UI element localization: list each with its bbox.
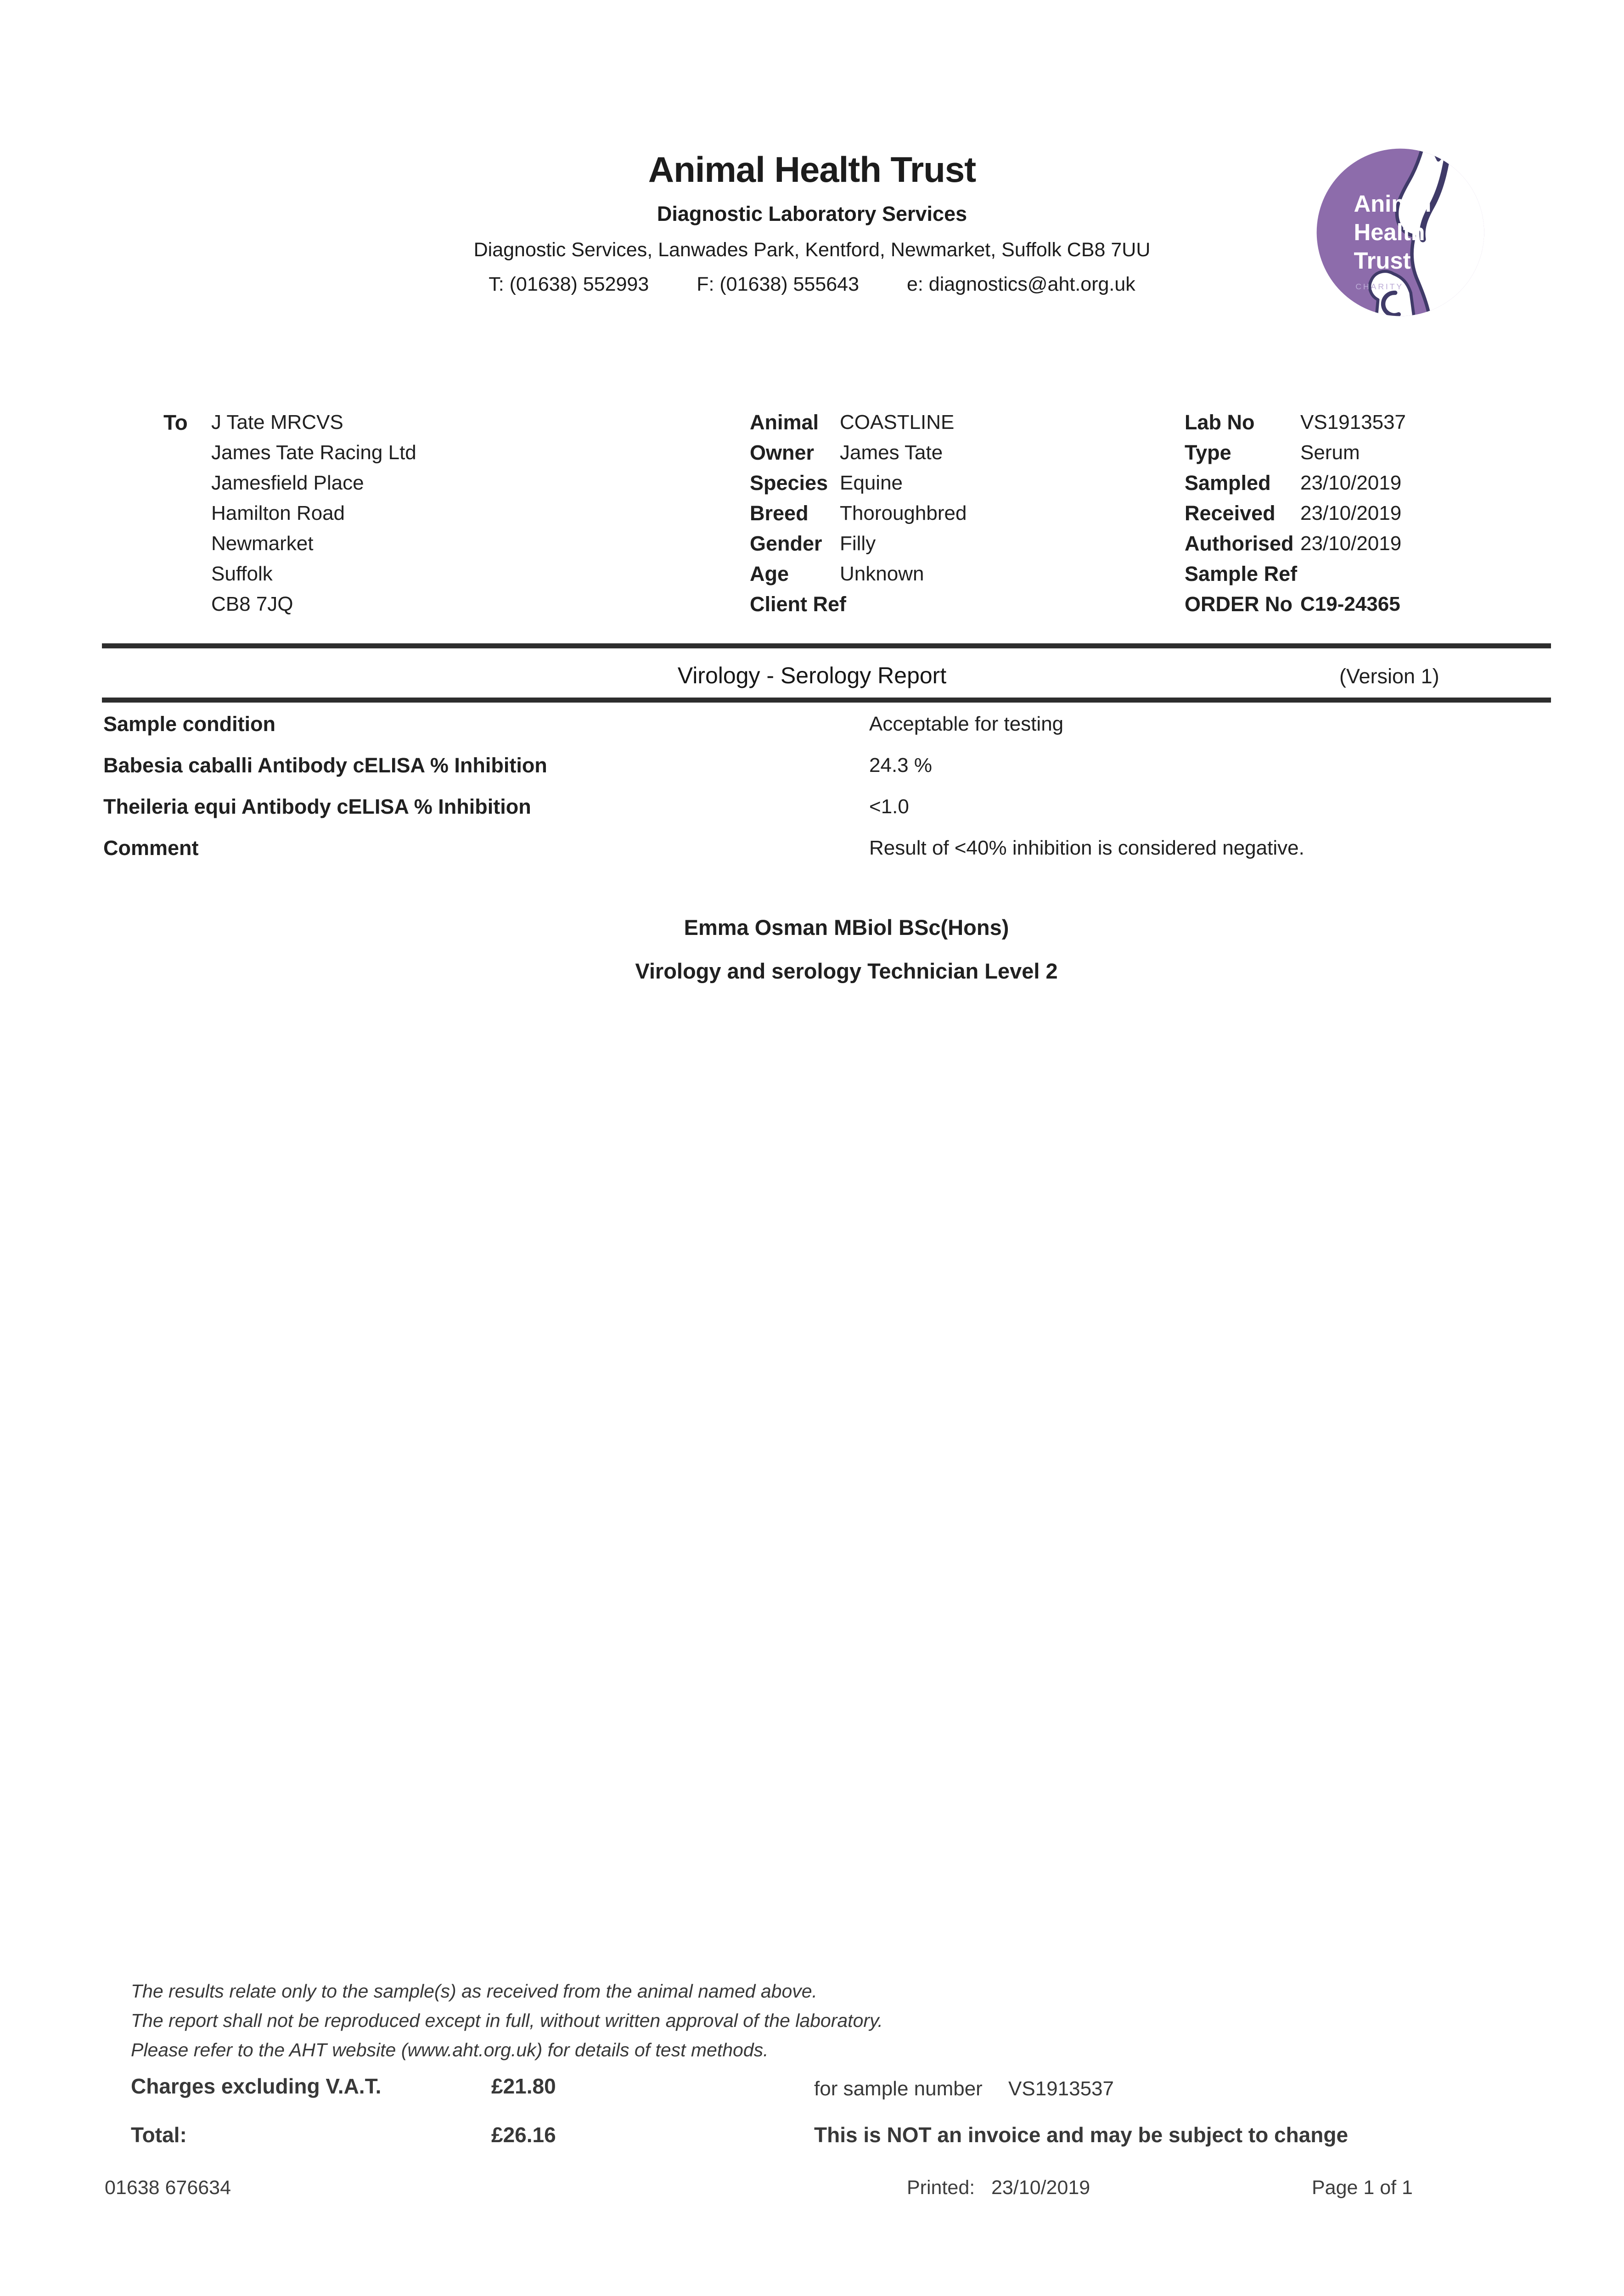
detail-row-species xyxy=(750,470,967,501)
result-label: Babesia caballi Antibody cELISA % Inhibition xyxy=(103,754,547,777)
recipient-name: J Tate MRCVS xyxy=(211,411,343,433)
detail-label: Received xyxy=(1185,501,1276,525)
department-name: Diagnostic Laboratory Services xyxy=(657,202,967,225)
result-row-comment xyxy=(103,836,1550,877)
result-row-babesia xyxy=(103,753,1550,794)
detail-value: 23/10/2019 xyxy=(1300,472,1402,494)
detail-label: Animal xyxy=(750,411,819,434)
charges-label: Charges excluding V.A.T. xyxy=(131,2074,382,2098)
sample-number-label: for sample number xyxy=(814,2077,983,2100)
aht-logo-graphic xyxy=(1314,146,1487,319)
divider-rule-bottom xyxy=(102,698,1551,703)
result-value: 24.3 % xyxy=(869,754,932,777)
result-value: Acceptable for testing xyxy=(869,713,1064,735)
printed-label: Printed: xyxy=(907,2177,975,2199)
detail-row-type xyxy=(1185,440,1406,470)
total-label: Total: xyxy=(131,2123,187,2147)
lab-phone-number: 01638 676634 xyxy=(105,2177,231,2199)
recipient-address-line: Hamilton Road xyxy=(211,502,345,524)
logo-word-health: Health xyxy=(1354,219,1425,245)
detail-value: 23/10/2019 xyxy=(1300,502,1402,524)
recipient-address-line: Jamesfield Place xyxy=(211,472,364,494)
detail-label: Client Ref xyxy=(750,592,847,616)
logo-word-animal: Animal xyxy=(1354,190,1432,217)
not-invoice-note: This is NOT an invoice and may be subject to change xyxy=(814,2123,1349,2147)
result-value: <1.0 xyxy=(869,795,909,818)
detail-label: Owner xyxy=(750,441,815,464)
detail-row-lab-no xyxy=(1185,410,1406,440)
divider-rule-top xyxy=(102,643,1551,648)
detail-label: Gender xyxy=(750,532,822,555)
disclaimer-line: The report shall not be reproduced except in full, without written approval of the laboratory. xyxy=(131,2010,883,2031)
detail-value: Thoroughbred xyxy=(840,502,967,524)
lab-fax: F: (01638) 555643 xyxy=(697,273,860,295)
detail-value: Filly xyxy=(840,532,876,555)
results-section xyxy=(103,712,1550,877)
detail-row-sampled xyxy=(1185,470,1406,501)
detail-label: Sampled xyxy=(1185,471,1271,495)
recipient-address xyxy=(211,410,416,622)
animal-details xyxy=(750,410,967,622)
signatory-name: Emma Osman MBiol BSc(Hons) xyxy=(684,915,1009,940)
detail-row-animal xyxy=(750,410,967,440)
detail-value: James Tate xyxy=(840,441,943,464)
detail-row-authorised xyxy=(1185,531,1406,561)
detail-label: ORDER No xyxy=(1185,592,1292,616)
logo-charity-text: CHARITY xyxy=(1355,282,1404,292)
detail-value: Serum xyxy=(1300,441,1360,464)
detail-label: Age xyxy=(750,562,789,585)
recipient-county: Suffolk xyxy=(211,563,273,585)
result-row-theileria xyxy=(103,794,1550,836)
detail-label: Authorised xyxy=(1185,532,1294,555)
detail-row-received xyxy=(1185,501,1406,531)
detail-row-gender xyxy=(750,531,967,561)
recipient-to-label: To xyxy=(163,411,188,434)
detail-value: C19-24365 xyxy=(1300,593,1400,615)
result-row-sample-condition xyxy=(103,712,1550,753)
printed-date: 23/10/2019 xyxy=(991,2177,1090,2199)
lab-email: e: diagnostics@aht.org.uk xyxy=(906,273,1135,295)
result-label: Comment xyxy=(103,836,199,860)
report-title: Virology - Serology Report xyxy=(677,663,947,688)
organisation-title: Animal Health Trust xyxy=(648,149,976,190)
detail-value: VS1913537 xyxy=(1300,411,1406,433)
detail-row-owner xyxy=(750,440,967,470)
signatory-title: Virology and serology Technician Level 2 xyxy=(635,959,1058,983)
total-value: £26.16 xyxy=(491,2123,556,2147)
recipient-company: James Tate Racing Ltd xyxy=(211,441,416,464)
detail-value: COASTLINE xyxy=(840,411,955,433)
recipient-town: Newmarket xyxy=(211,532,314,555)
charges-value: £21.80 xyxy=(491,2074,556,2098)
disclaimer xyxy=(131,1976,883,2065)
detail-value: Equine xyxy=(840,472,903,494)
lab-details xyxy=(1185,410,1406,622)
signature-block xyxy=(69,915,1624,984)
detail-row-age xyxy=(750,561,967,591)
detail-row-client-ref xyxy=(750,591,967,622)
detail-row-sample-ref xyxy=(1185,561,1406,591)
logo-word-trust: Trust xyxy=(1354,247,1411,274)
recipient-postcode: CB8 7JQ xyxy=(211,593,293,615)
result-value: Result of <40% inhibition is considered negative. xyxy=(869,837,1304,859)
detail-label: Breed xyxy=(750,501,809,525)
detail-row-order-no xyxy=(1185,591,1406,622)
result-label: Sample condition xyxy=(103,712,276,736)
page-indicator: Page 1 of 1 xyxy=(1312,2177,1413,2199)
detail-label: Species xyxy=(750,471,828,495)
detail-value: 23/10/2019 xyxy=(1300,532,1402,555)
detail-label: Type xyxy=(1185,441,1231,464)
result-label: Theileria equi Antibody cELISA % Inhibition xyxy=(103,795,531,818)
report-version: (Version 1) xyxy=(1339,664,1439,688)
detail-value: Unknown xyxy=(840,563,924,585)
lab-address: Diagnostic Services, Lanwades Park, Kentford, Newmarket, Suffolk CB8 7UU xyxy=(473,239,1151,261)
aht-logo xyxy=(1314,146,1487,319)
detail-label: Sample Ref xyxy=(1185,562,1298,585)
lab-telephone: T: (01638) 552993 xyxy=(489,273,649,295)
disclaimer-line: The results relate only to the sample(s) as received from the animal named above. xyxy=(131,1981,817,2002)
sample-number-value: VS1913537 xyxy=(1008,2077,1114,2100)
detail-row-breed xyxy=(750,501,967,531)
detail-label: Lab No xyxy=(1185,411,1255,434)
disclaimer-line: Please refer to the AHT website (www.aht.org.uk) for details of test methods. xyxy=(131,2039,769,2060)
